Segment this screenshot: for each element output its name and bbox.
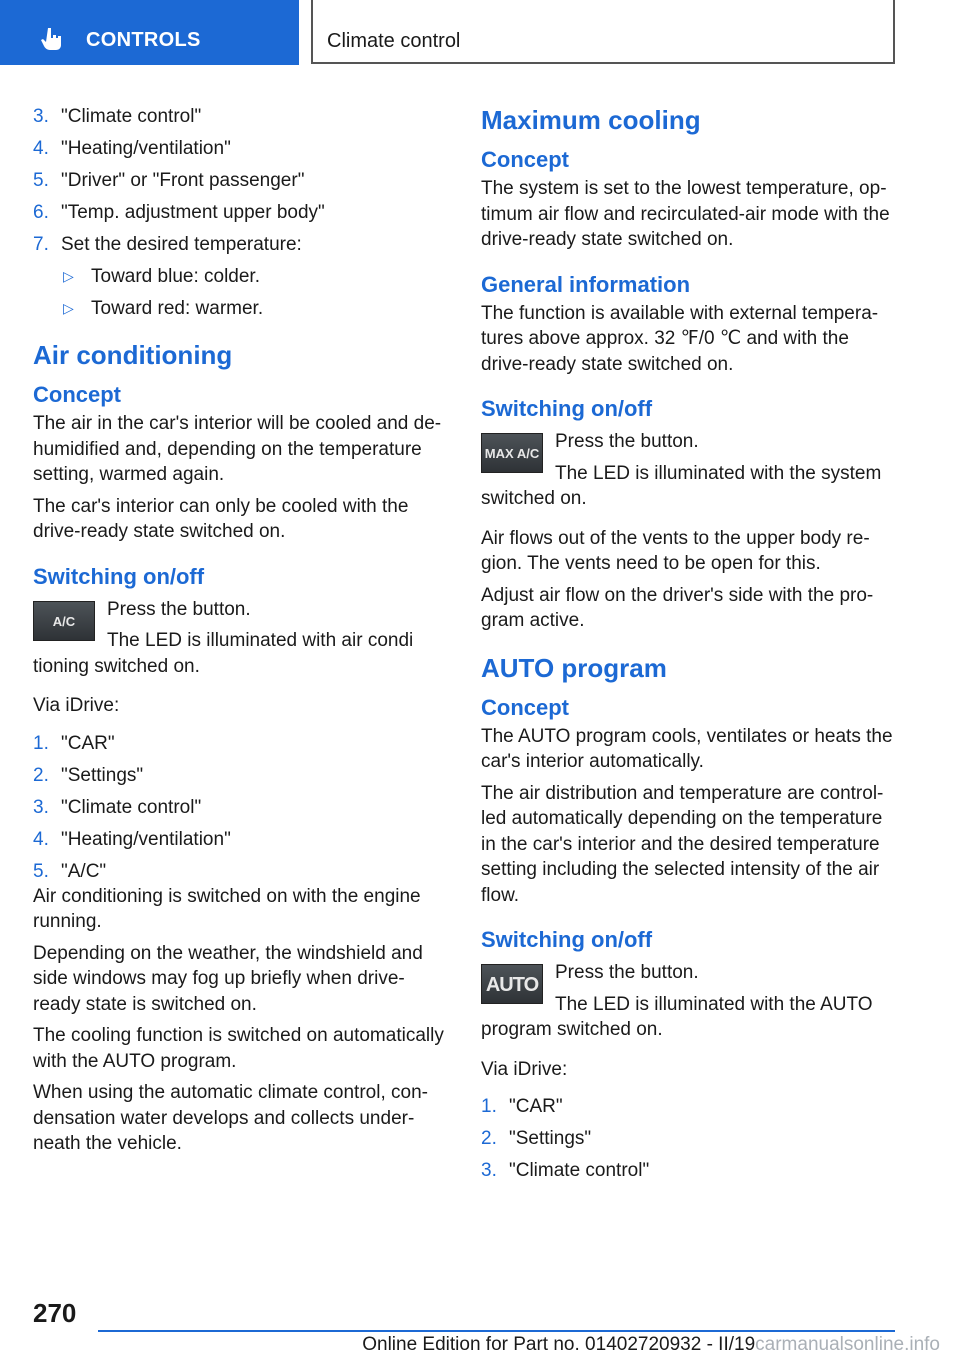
heading-air-conditioning: Air conditioning — [33, 340, 233, 370]
paragraph: program switched on. — [481, 1019, 663, 1040]
heading-concept: Concept — [33, 382, 121, 407]
heading-auto-program: AUTO program — [481, 652, 667, 683]
list-item — [481, 1158, 893, 1183]
heading-switching: Switching on/off — [481, 927, 653, 952]
paragraph: The function is available with external temperatures above approx. 32 ℉/0 ℃ and with the drive-ready state switched on. — [481, 302, 879, 375]
list-number: 4. — [33, 138, 49, 159]
page-header — [0, 0, 960, 66]
page-number: 270 — [33, 1298, 77, 1328]
list-text: "Settings" — [61, 764, 144, 786]
paragraph: The air in the car's interior will be cooled and dehumidified and, depending on the temperature setting, warmed again. — [33, 413, 442, 485]
list-number: 3. — [33, 106, 49, 127]
heading-maximum-cooling: Maximum cooling — [481, 105, 701, 135]
heading-concept: Concept — [481, 694, 569, 720]
list-text: "Climate control" — [509, 1160, 650, 1181]
button-instruction — [33, 597, 445, 654]
section-title-box — [311, 0, 895, 64]
chapter-tab-label: CONTROLS — [86, 29, 201, 51]
list-item — [33, 136, 445, 161]
heading-switching: Switching on/off — [481, 396, 653, 421]
edition-text: Online Edition for Part no. 01402720932 - II/19 — [362, 1334, 756, 1355]
list-item — [33, 795, 445, 820]
paragraph: Via iDrive: — [33, 695, 120, 716]
triangle-bullet-icon: ▷ — [63, 300, 74, 316]
list-item — [33, 827, 445, 852]
heading-general-information: General information — [481, 271, 691, 297]
list-text: "Temp. adjustment upper body" — [61, 202, 325, 223]
paragraph: The cooling function is switched on automatically with the AUTO program. — [33, 1025, 444, 1072]
paragraph: The car's interior can only be cooled with the drive-ready state switched on. — [33, 495, 409, 542]
section-title: Climate control — [327, 30, 461, 52]
list-number: 1. — [33, 732, 49, 754]
paragraph: Press the button. — [555, 431, 699, 452]
list-item — [33, 731, 445, 756]
list-text: "Climate control" — [61, 796, 202, 818]
ac-button-icon: A/C — [33, 601, 95, 641]
paragraph: Adjust air flow on the driver's side with the program active. — [481, 584, 874, 631]
heading-concept: Concept — [481, 147, 569, 172]
paragraph: The LED is illuminated with the AUTO — [555, 993, 873, 1015]
list-number: 4. — [33, 828, 49, 850]
list-item — [33, 104, 445, 129]
triangle-bullet-icon: ▷ — [63, 268, 74, 284]
right-column — [481, 104, 893, 1190]
watermark: carmanualsonline.info — [755, 1334, 940, 1355]
paragraph: Press the button. — [107, 598, 251, 620]
button-instruction — [481, 960, 893, 1017]
list-text: "Heating/ventilation" — [61, 138, 231, 159]
list-number: 5. — [33, 170, 49, 191]
numbered-list-a — [33, 104, 445, 321]
button-instruction — [481, 429, 893, 486]
paragraph: When using the automatic climate control, condensation water develops and collects underneath the vehicle. — [33, 1082, 428, 1154]
list-text: "Climate control" — [61, 106, 202, 127]
bullet-list — [61, 264, 445, 321]
list-number: 6. — [33, 202, 49, 223]
list-number: 2. — [481, 1128, 497, 1149]
list-item — [33, 232, 445, 321]
list-number: 7. — [33, 234, 49, 255]
list-number: 3. — [33, 796, 49, 818]
bullet-item — [61, 264, 445, 289]
paragraph: Press the button. — [555, 962, 699, 983]
paragraph: Air conditioning is switched on with the engine running. — [33, 885, 421, 932]
list-text: "CAR" — [61, 732, 115, 754]
paragraph: The air distribution and temperature are controlled automatically depending on the temperature in the car's interior and the desired temperature setting including the selected intensity of the air flow. — [481, 782, 884, 906]
paragraph: The LED is illuminated with the system — [555, 462, 882, 484]
list-item — [33, 763, 445, 788]
list-text: "A/C" — [61, 860, 107, 882]
bullet-item — [61, 296, 445, 321]
paragraph: The AUTO program cools, ventilates or heats the car's interior automatically. — [481, 725, 893, 772]
list-number: 1. — [481, 1096, 497, 1117]
numbered-list-b — [33, 731, 445, 884]
paragraph: Depending on the weather, the windshield and side windows may fog up briefly when drive-ready state is switched on. — [33, 942, 423, 1015]
numbered-list-c — [481, 1094, 893, 1183]
list-number: 3. — [481, 1160, 497, 1181]
list-text: "CAR" — [509, 1096, 563, 1117]
auto-button-icon: AUTO — [481, 964, 543, 1004]
list-item — [33, 168, 445, 193]
hand-pointer-icon — [40, 26, 66, 52]
paragraph: switched on. — [481, 488, 587, 509]
list-number: 2. — [33, 764, 49, 786]
footer-edition — [362, 1334, 940, 1356]
paragraph: Air flows out of the vents to the upper body region. The vents need to be open for this. — [481, 527, 870, 574]
chapter-tab-controls[interactable] — [0, 0, 299, 65]
list-number: 5. — [33, 860, 49, 882]
heading-switching: Switching on/off — [33, 563, 205, 589]
list-text: "Heating/ventilation" — [61, 828, 231, 850]
footer-divider — [98, 1330, 895, 1332]
bullet-text: Toward blue: colder. — [91, 266, 260, 287]
paragraph: The LED is illuminated with air condi — [107, 630, 414, 651]
list-item — [33, 200, 445, 225]
list-text: "Driver" or "Front passenger" — [61, 170, 305, 191]
paragraph: Via iDrive: — [481, 1058, 568, 1080]
list-item — [33, 859, 445, 884]
bullet-text: Toward red: warmer. — [91, 298, 264, 319]
left-column — [33, 104, 445, 1163]
paragraph: The system is set to the lowest temperature, optimum air flow and recirculated-air mode with the drive-ready state switched on. — [481, 178, 890, 250]
paragraph: tioning switched on. — [33, 655, 200, 677]
list-item — [481, 1094, 893, 1119]
list-item — [481, 1126, 893, 1151]
max-ac-button-icon: MAX A/C — [481, 433, 543, 473]
list-text: "Settings" — [509, 1128, 592, 1149]
list-text: Set the desired temperature: — [61, 234, 302, 255]
